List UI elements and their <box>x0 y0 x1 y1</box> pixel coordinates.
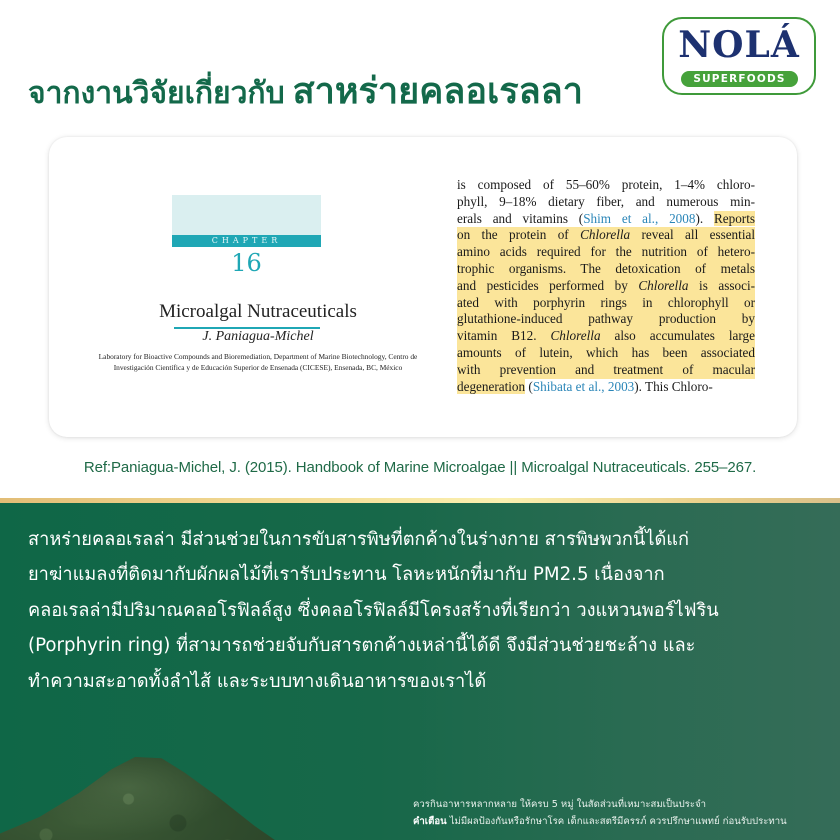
excerpt-line-highlighted: amounts of lutein, which has been associated <box>457 344 755 360</box>
excerpt-text: on the protein of <box>457 227 581 243</box>
citation-link[interactable]: Shim et al., 2008 <box>583 210 696 226</box>
headline-subject: สาหร่ายคลอเรลลา <box>292 71 583 112</box>
excerpt-line-highlighted <box>457 278 755 295</box>
citation-link[interactable]: Shibata et al., 2003 <box>532 378 635 394</box>
excerpt-line-highlighted: trophic organisms. The detoxication of metals <box>457 260 755 276</box>
brand-name: NOLÁ <box>678 24 800 66</box>
excerpt-line <box>457 379 755 396</box>
excerpt-text: and pesticides performed by <box>457 277 639 293</box>
warning-text: ไม่มีผลป้องกันหรือรักษาโรค เด็กและสตรีมีครรภ์ ควรปรึกษาแพทย์ ก่อนรับประทาน <box>446 816 787 827</box>
species-name: Chlorella <box>638 277 689 293</box>
chlorella-powder-texture <box>0 751 310 840</box>
paragraph-line: คลอเรลล่ามีปริมาณคลอโรฟิลล์สูง ซึ่งคลอโรฟิลล์มีโครงสร้างที่เรียกว่า วงแหวนพอร์ไฟริน <box>28 599 719 621</box>
headline <box>28 67 583 117</box>
headline-prefix: จากงานวิจัยเกี่ยวกับ <box>28 76 285 111</box>
warning-label: คำเตือน <box>413 816 447 827</box>
paper-affiliation <box>59 351 457 373</box>
excerpt-line <box>457 211 755 228</box>
excerpt-line-highlighted: amino acids required for the nutrition of hetero- <box>457 244 755 260</box>
paper-title: Microalgal Nutraceuticals <box>159 301 357 322</box>
excerpt-text: is associ- <box>688 277 755 293</box>
species-name: Chlorella <box>550 328 601 344</box>
paper-excerpt <box>457 177 755 395</box>
chapter-label: CHAPTER <box>172 235 321 247</box>
description-paragraph <box>28 522 818 699</box>
excerpt-line-highlighted: ated with porphyrin rings in chlorophyll or <box>457 294 755 310</box>
chapter-header <box>172 195 321 277</box>
research-paper-card <box>49 137 797 437</box>
brand-logo <box>662 17 816 95</box>
excerpt-text: vitamin B12. <box>457 328 551 344</box>
paragraph-line: (Porphyrin ring) ที่สามารถช่วยจับกับสารตกค้างเหล่านี้ได้ดี จึงมีส่วนช่วยชะล้าง และ <box>28 635 696 657</box>
bottom-section <box>0 503 840 840</box>
paper-author: J. Paniagua-Michel <box>202 329 314 344</box>
excerpt-text: also accumulates large <box>600 328 755 344</box>
paragraph-line: สาหร่ายคลอเรลล่า มีส่วนช่วยในการขับสารพิษที่ตกค้างในร่างกาย สารพิษพวกนี้ได้แก่ <box>28 529 690 550</box>
affiliation-line: Investigación Científica y de Educación Superior de Ensenada (CICESE), Ensenada, BC, México <box>113 363 403 372</box>
species-name: Chlorella <box>580 227 631 243</box>
reference-citation: Ref:Paniagua-Michel, J. (2015). Handbook of Marine Microalgae || Microalgal Nutraceuticals. 255–267. <box>83 459 757 476</box>
health-disclaimer <box>413 796 840 830</box>
paragraph-line: ยาฆ่าแมลงที่ติดมากับผักผลไม้ที่เรารับประทาน โลหะหนักที่มากับ PM2.5 เนื่องจาก <box>28 564 665 586</box>
affiliation-line: Laboratory for Bioactive Compounds and Bioremediation, Department of Marine Biotechnology, Centro de <box>98 352 418 361</box>
disclaimer-line: ควรกินอาหารหลากหลาย ให้ครบ 5 หมู่ ในสัดส่วนที่เหมาะสมเป็นประจำ <box>413 799 706 810</box>
excerpt-text: ). This Chloro- <box>634 378 713 394</box>
disclaimer-line <box>413 813 840 830</box>
highlighted-text: degeneration <box>457 378 526 394</box>
excerpt-line: is composed of 55–60% protein, 1–4% chloro- <box>457 177 755 192</box>
excerpt-text: ( <box>525 378 533 394</box>
excerpt-text: ). <box>695 210 714 226</box>
excerpt-line: phyll, 9–18% dietary fiber, and numerous min- <box>457 193 755 209</box>
chapter-number: 16 <box>231 249 262 277</box>
paragraph-line: ทำความสะอาดทั้งลำไส้ และระบบทางเดินอาหารของเราได้ <box>28 670 487 692</box>
excerpt-line-highlighted: with prevention and treatment of macular <box>457 361 755 377</box>
excerpt-text: erals and vitamins ( <box>457 210 584 226</box>
brand-tagline: SUPERFOODS <box>681 71 798 87</box>
excerpt-line-highlighted <box>457 328 755 345</box>
highlighted-text: Reports <box>713 210 755 226</box>
excerpt-line-highlighted <box>457 227 755 244</box>
excerpt-line-highlighted: glutathione-induced pathway production by <box>457 311 755 327</box>
chapter-decor-block <box>172 195 321 235</box>
excerpt-text: reveal all essential <box>630 227 755 243</box>
